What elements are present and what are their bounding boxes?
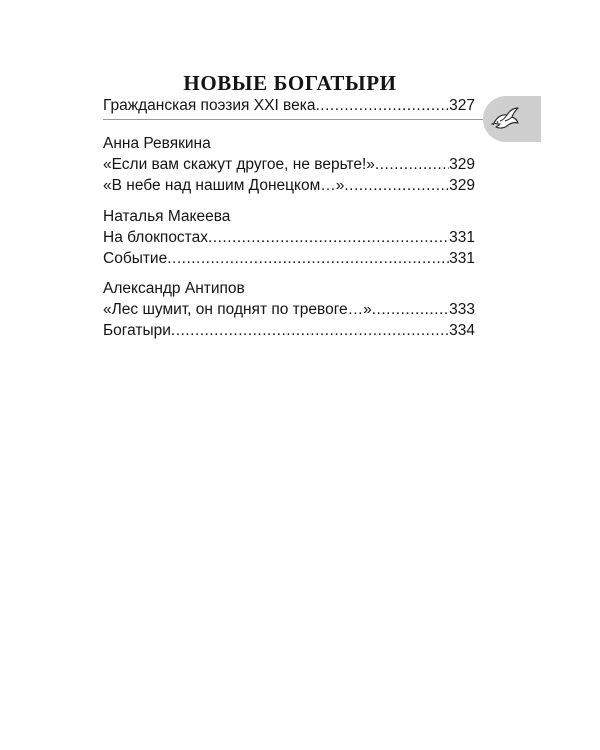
toc-entry[interactable] [103,299,475,320]
divider [103,119,483,120]
toc-entry-title: «Лес шумит, он поднят по тревоге…» [103,301,372,318]
author-name: Анна Ревякина [103,135,211,152]
author-block [103,206,475,269]
toc-entry-page: 331 [449,229,475,246]
author-name: Александр Антипов [103,280,245,297]
toc-entry-page: 331 [449,250,475,267]
toc-entry[interactable] [103,154,475,175]
dot-leader [372,299,449,320]
toc-entry[interactable] [103,227,475,248]
dot-leader [375,154,449,175]
toc-entry-title: На блокпостах [103,229,208,246]
dot-leader [344,175,449,196]
toc-entry[interactable] [103,175,475,196]
dove-icon [491,104,521,134]
toc-entry[interactable] [103,320,475,341]
author-block [103,133,475,196]
dot-leader [208,227,449,248]
toc-entry-intro[interactable] [103,95,475,116]
section-title: НОВЫЕ БОГАТЫРИ [183,71,397,95]
toc-entry[interactable] [103,248,475,269]
dot-leader [315,95,449,116]
toc-intro [103,95,475,116]
toc-entry-title: Гражданская поэзия XXI века [103,97,316,114]
dot-leader [167,248,449,269]
toc-entry-page: 329 [449,156,475,173]
toc-entry-page: 327 [449,97,475,114]
toc-entry-title: «В небе над нашим Донецком…» [103,177,345,194]
toc-entry-title: «Если вам скажут другое, не верьте!» [103,156,375,173]
author-name: Наталья Макеева [103,208,231,225]
side-tab [483,96,541,142]
toc-entry-page: 333 [449,301,475,318]
toc-entry-title: Богатыри [103,322,171,339]
toc-entry-title: Событие [103,250,168,267]
dot-leader [171,320,449,341]
author-block [103,278,475,341]
toc-entry-page: 329 [449,177,475,194]
toc-entry-page: 334 [449,322,475,339]
